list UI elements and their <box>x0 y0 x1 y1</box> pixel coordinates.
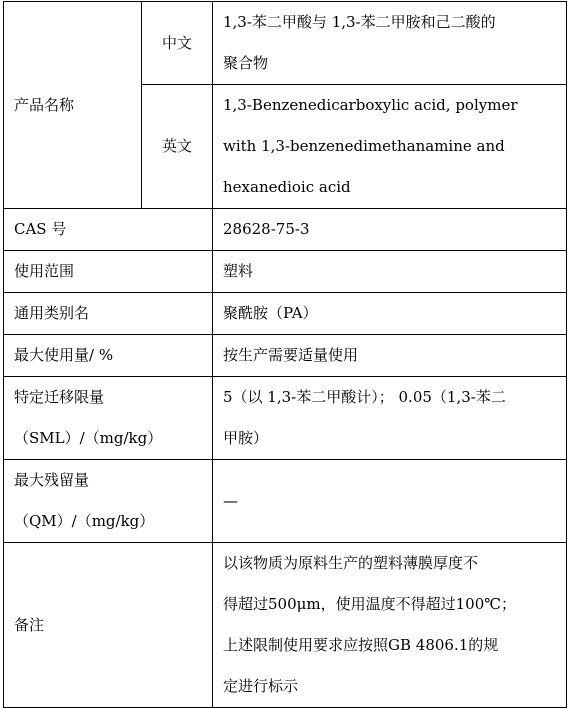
remarks-line-2: 得超过500μm，使用温度不得超过100℃； <box>223 595 517 613</box>
qm-value: — <box>213 460 567 543</box>
english-name-line-3: hexanedioic acid <box>223 178 351 196</box>
usage-scope-value: 塑料 <box>213 251 567 293</box>
qm-label <box>4 460 213 543</box>
table-row <box>4 335 567 377</box>
chinese-name-label: 中文 <box>142 2 213 85</box>
cas-label: CAS 号 <box>4 209 213 251</box>
max-usage-label: 最大使用量/ % <box>4 335 213 377</box>
table-row <box>4 251 567 293</box>
sml-label <box>4 377 213 460</box>
chinese-name-value <box>213 2 567 85</box>
qm-label-line-1: 最大残留量 <box>14 471 90 489</box>
english-name-line-1: 1,3-Benzenedicarboxylic acid, polymer <box>223 96 518 114</box>
sml-label-line-1: 特定迁移限量 <box>14 388 105 406</box>
table-row <box>4 543 567 708</box>
generic-category-value: 聚酰胺（PA） <box>213 293 567 335</box>
remarks-line-4: 定进行标示 <box>223 677 299 695</box>
substance-spec-table <box>3 1 567 708</box>
remarks-value <box>213 543 567 708</box>
sml-value-line-1: 5（以 1,3-苯二甲酸计）； 0.05（1,3-苯二 <box>223 388 506 406</box>
remarks-line-1: 以该物质为原料生产的塑料薄膜厚度不 <box>223 554 479 572</box>
table-row <box>4 377 567 460</box>
cas-value: 28628-75-3 <box>213 209 567 251</box>
english-name-label: 英文 <box>142 85 213 209</box>
qm-label-line-2: （QM）/（mg/kg） <box>14 512 155 530</box>
remarks-line-3: 上述限制使用要求应按照GB 4806.1的规 <box>223 636 499 654</box>
sml-value-line-2: 甲胺） <box>223 429 269 447</box>
chinese-name-line-1: 1,3-苯二甲酸与 1,3-苯二甲胺和己二酸的 <box>223 13 496 31</box>
remarks-label: 备注 <box>4 543 213 708</box>
table-row <box>4 2 567 85</box>
generic-category-label: 通用类别名 <box>4 293 213 335</box>
table-row <box>4 293 567 335</box>
table-row <box>4 460 567 543</box>
table-row <box>4 209 567 251</box>
max-usage-value: 按生产需要适量使用 <box>213 335 567 377</box>
sml-label-line-2: （SML）/（mg/kg） <box>14 429 163 447</box>
product-name-label: 产品名称 <box>4 2 142 209</box>
english-name-value <box>213 85 567 209</box>
chinese-name-line-2: 聚合物 <box>223 54 269 72</box>
english-name-line-2: with 1,3-benzenedimethanamine and <box>223 137 505 155</box>
usage-scope-label: 使用范围 <box>4 251 213 293</box>
sml-value <box>213 377 567 460</box>
